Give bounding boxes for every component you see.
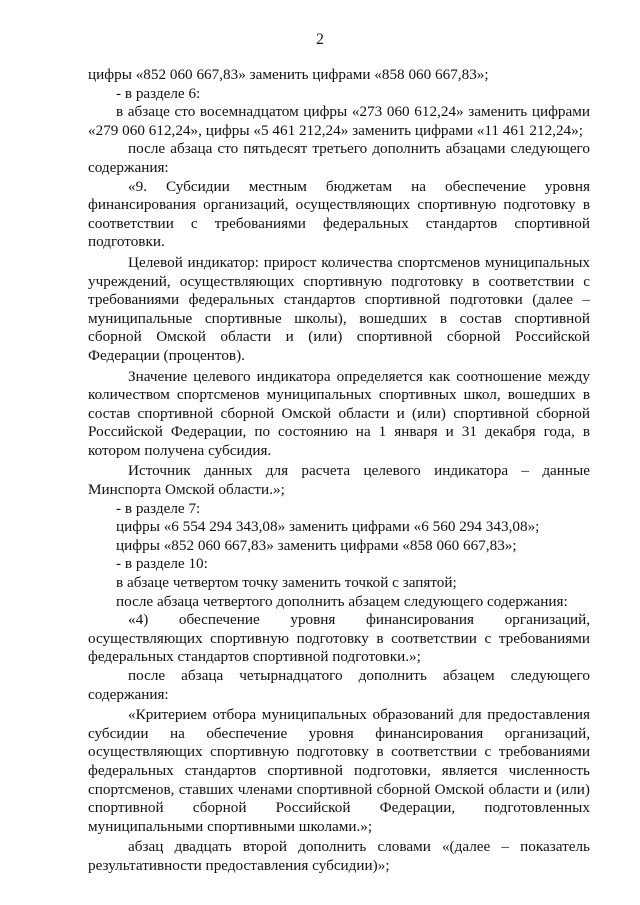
paragraph-18: абзац двадцать второй дополнить словами «(далее – показатель результативности предоставления субсидии)»; — [88, 838, 590, 874]
paragraph-6: Целевой индикатор: прирост количества спортсменов муниципальных учреждений, осуществляющих спортивную подготовку в соответствии с требованиями федеральных стандартов спортивной подготовки (далее – муниципальные спортивные школы), вошедших в состав спортивной сборной Омской области и (или) спортивной сборной Российской Федерации (процентов). — [88, 253, 590, 364]
paragraph-17: «Критерием отбора муниципальных образований для предоставления субсидии на обеспечение уровня финансирования организаций, осуществляющих спортивную подготовку в соответствии с требованиями федеральных стандартов спортивной подготовки, является численность спортсменов, ставших членами спортивной сборной Омской области и (или) спортивной сборной Российской Федерации, подготовленных муниципальными спортивными школами.»; — [88, 706, 590, 835]
paragraph-3: в абзаце сто восемнадцатом цифры «273 060 612,24» заменить цифрами «279 060 612,24», цифры «5 461 212,24» заменить цифрами «11 461 212,24»; — [88, 103, 590, 139]
paragraph-11: цифры «852 060 667,83» заменить цифрами «858 060 667,83»; — [116, 536, 517, 554]
paragraph-8: Источник данных для расчета целевого индикатора – данные Минспорта Омской области.»; — [88, 462, 590, 499]
paragraph-10: цифры «6 554 294 343,08» заменить цифрами «6 560 294 343,08»; — [116, 518, 540, 536]
paragraph-9: - в разделе 7: — [116, 499, 201, 517]
paragraph-4: после абзаца сто пятьдесят третьего дополнить абзацами следующего содержания: — [88, 140, 590, 176]
paragraph-15: «4) обеспечение уровня финансирования организаций, осуществляющих спортивную подготовку в соответствии с требованиями федеральных стандартов спортивной подготовки.»; — [88, 611, 590, 666]
paragraph-7: Значение целевого индикатора определяется как соотношение между количеством спортсменов муниципальных спортивных школ, вошедших в состав спортивной сборной Омской области и (или) спортивной сборной Российской Федерации, по состоянию на 1 января и 31 декабря года, в котором получена субсидия. — [88, 367, 590, 459]
paragraph-12: - в разделе 10: — [116, 555, 208, 573]
paragraph-1: цифры «852 060 667,83» заменить цифрами «858 060 667,83»; — [88, 66, 489, 83]
paragraph-14: после абзаца четвертого дополнить абзацем следующего содержания: — [116, 592, 568, 610]
paragraph-13: в абзаце четвертом точку заменить точкой с запятой; — [116, 574, 457, 592]
paragraph-2: - в разделе 6: — [116, 84, 201, 102]
paragraph-16: после абзаца четырнадцатого дополнить абзацем следующего содержания: — [88, 667, 590, 703]
page-number: 2 — [316, 31, 324, 48]
document-body — [88, 66, 590, 876]
paragraph-5: «9. Субсидии местным бюджетам на обеспечение уровня финансирования организаций, осуществляющих спортивную подготовку в соответствии с требованиями федеральных стандартов спортивной подготовки. — [88, 177, 590, 251]
